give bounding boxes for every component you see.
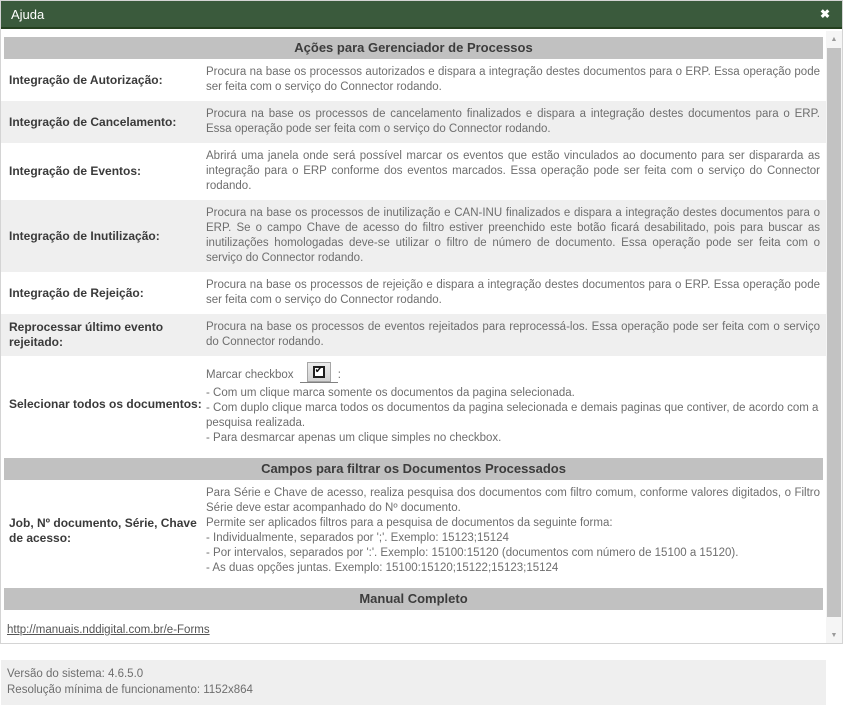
system-version-text: Versão do sistema: 4.6.5.0 — [7, 668, 144, 680]
select-all-checkbox[interactable] — [307, 362, 331, 382]
help-row-integracao-autorizacao — [1, 59, 826, 101]
row-description: Abrirá uma janela onde será possível marcar os eventos que estão vinculados ao documento para ser dispararda as integração para o ERP conforme dos eventos marcados. Essa operação pode ser feita com o serviço do Connector rodando. — [206, 150, 820, 192]
help-row-filtros-documentos — [1, 480, 826, 582]
dialog-title: Ajuda — [11, 6, 45, 22]
bullet-line: - As duas opções juntas. Exemplo: 15100:15120;15122;15123;15124 — [206, 562, 559, 574]
manual-link[interactable]: http://manuais.nddigital.com.br/e-Forms — [7, 624, 210, 636]
help-row-integracao-inutilizacao — [1, 200, 826, 272]
section-header-campos-filtrar: Campos para filtrar os Documentos Processados — [4, 458, 823, 480]
row-description: Procura na base os processos de inutilização e CAN-INU finalizados e dispara a integração destes documentos para o ERP. Se o campo Chave de acesso do filtro estiver preenchido este botão ficará desabilitado, pois para buscar as inutilizações homologadas deve-se utilizar o filtro de número de documento. Essa operação pode ser feita com o serviço do Connector rodando. — [206, 207, 820, 264]
vertical-scrollbar[interactable] — [826, 31, 842, 643]
section-header-acoes: Ações para Gerenciador de Processos — [4, 37, 823, 59]
row-description: Procura na base os processos de cancelamento finalizados e dispara a integração destes documentos para o ERP. Essa operação pode ser feita com o serviço do Connector rodando. — [206, 108, 820, 135]
row-label: Reprocessar último evento rejeitado: — [9, 320, 164, 349]
help-row-integracao-eventos — [1, 143, 826, 200]
checkbox-instruction-line — [206, 362, 820, 383]
close-icon[interactable]: ✖ — [819, 7, 830, 21]
row-description: Procura na base os processos de eventos rejeitados para reprocessá-los. Essa operação pode ser feita com o serviço do Connector rodando. — [206, 321, 820, 348]
row-description: Permite ser aplicados filtros para a pesquisa de documentos da seguinte forma: — [206, 517, 613, 529]
checkbox-colon: : — [337, 369, 341, 381]
row-description: Procura na base os processos autorizados e dispara a integração destes documentos para o ERP. Essa operação pode ser feita com o serviço do Connector rodando. — [206, 66, 820, 93]
row-label: Integração de Autorização: — [9, 72, 163, 87]
row-label: Integração de Inutilização: — [9, 228, 160, 243]
scroll-up-icon[interactable]: ▲ — [830, 35, 838, 43]
dialog-content — [1, 31, 826, 696]
minimum-resolution-text: Resolução mínima de funcionamento: 1152x864 — [7, 684, 253, 696]
checkbox-slot — [300, 362, 338, 383]
row-label: Job, Nº documento, Série, Chave de acesso: — [9, 516, 197, 545]
system-info-footer — [1, 660, 826, 705]
scrollbar-thumb[interactable] — [827, 48, 841, 617]
help-row-integracao-cancelamento — [1, 101, 826, 143]
manual-link-row — [1, 610, 826, 642]
section-header-manual-completo: Manual Completo — [4, 588, 823, 610]
bullet-line: - Individualmente, separados por ';'. Exemplo: 15123;15124 — [206, 532, 509, 544]
checkbox-instruction-text: Marcar checkbox — [206, 369, 294, 381]
check-icon: ✔ — [314, 365, 323, 376]
bullet-line: - Para desmarcar apenas um clique simples no checkbox. — [206, 432, 502, 444]
bullet-line: - Com um clique marca somente os documentos da pagina selecionada. — [206, 387, 575, 399]
scroll-down-icon[interactable]: ▼ — [830, 631, 838, 639]
help-row-reprocessar-evento — [1, 314, 826, 356]
dialog-titlebar — [1, 1, 842, 29]
checkbox-icon — [313, 366, 325, 378]
help-row-selecionar-documentos — [1, 356, 826, 452]
row-label: Integração de Cancelamento: — [9, 114, 177, 129]
row-description: Procura na base os processos de rejeição e dispara a integração destes documentos para o ERP. Essa operação pode ser feita com o serviço do Connector rodando. — [206, 279, 820, 306]
bullet-line: - Com duplo clique marca todos os documentos da pagina selecionada e demais paginas que contiver, de acordo com a pesquisa realizada. — [206, 402, 819, 429]
row-label: Integração de Rejeição: — [9, 285, 144, 300]
row-label: Selecionar todos os documentos: — [9, 396, 202, 411]
row-label: Integração de Eventos: — [9, 164, 142, 178]
row-description: Para Série e Chave de acesso, realiza pesquisa dos documentos com filtro comum, conforme valores digitados, o Filtro Série deve estar acompanhado do Nº documento. — [206, 487, 820, 514]
bullet-line: - Por intervalos, separados por ':'. Exemplo: 15100:15120 (documentos com número de 15100 a 15120). — [206, 547, 739, 559]
help-row-integracao-rejeicao — [1, 272, 826, 314]
